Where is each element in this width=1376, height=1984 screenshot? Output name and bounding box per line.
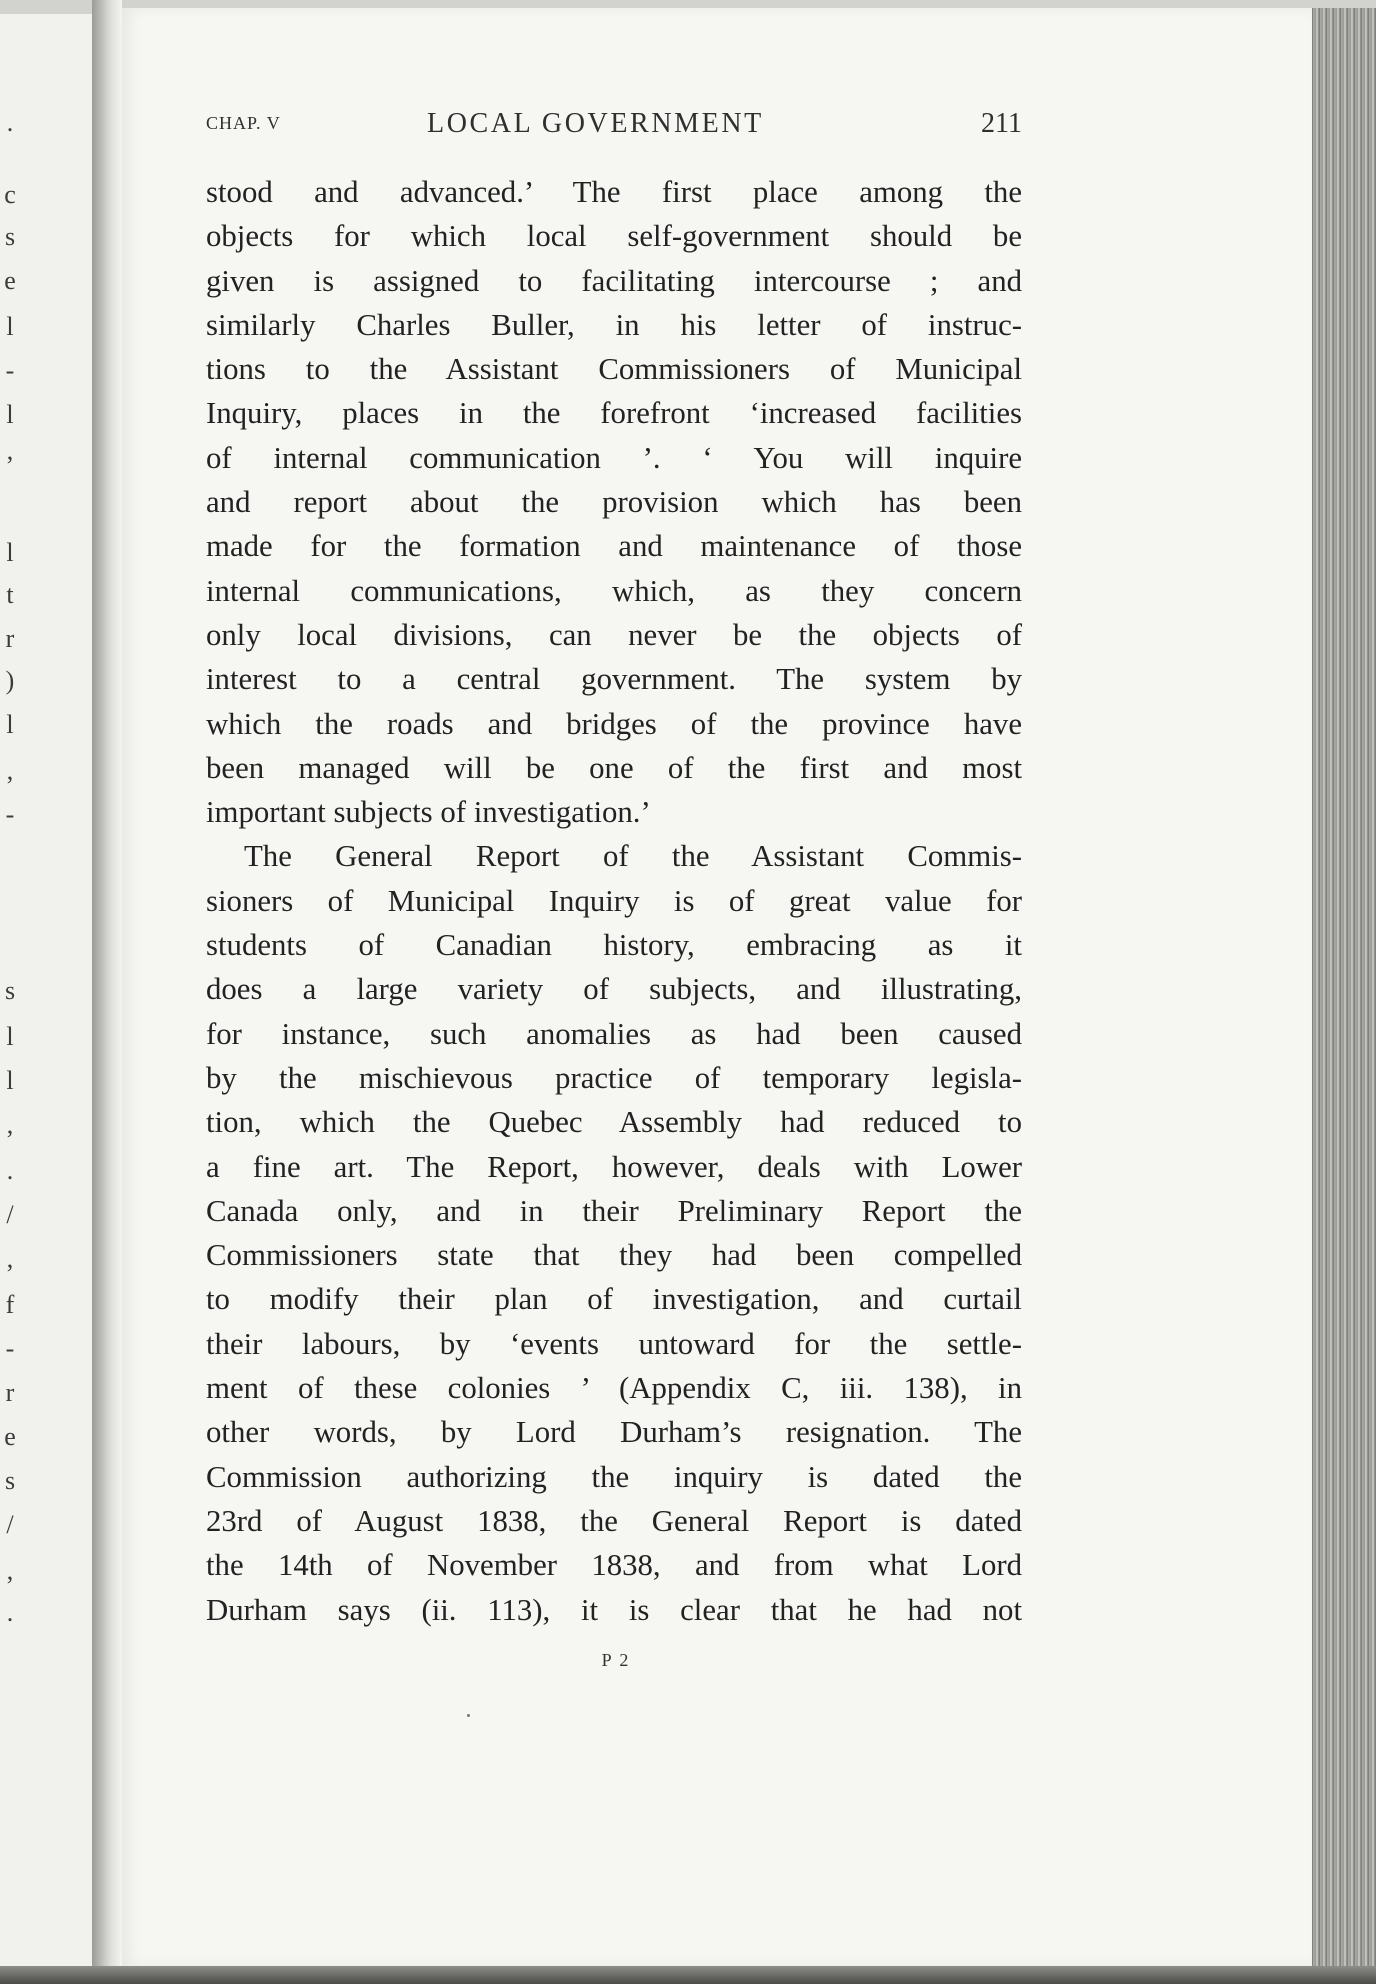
text-line: the 14th of November 1838, and from what Lord [206, 1548, 1022, 1583]
text-line: Canada only, and in their Preliminary Report the [206, 1193, 1022, 1228]
left-margin-char: e [4, 1422, 16, 1451]
book-gutter [92, 0, 122, 1966]
text-line: and report about the provision which has been [206, 485, 1022, 520]
left-margin-char: r [5, 1378, 15, 1407]
text-line: been managed will be one of the first and most [206, 750, 1022, 785]
text-line: by the mischievous practice of temporary legisla- [206, 1060, 1022, 1095]
text-line: The General Report of the Assistant Commis- [244, 839, 1022, 874]
text-line: a fine art. The Report, however, deals with Lower [206, 1149, 1022, 1184]
text-line: ment of these colonies ’ (Appendix C, iii. 138), in [206, 1371, 1022, 1406]
text-line: tion, which the Quebec Assembly had reduced to [206, 1105, 1022, 1140]
left-margin-char: , [6, 1244, 14, 1273]
left-page-fragment [0, 14, 100, 1966]
left-margin-char: r [5, 624, 15, 653]
scan-speck [467, 1714, 470, 1717]
signature-mark: P 2 [601, 1650, 631, 1670]
text-line: given is assigned to facilitating intercourse ; and [206, 263, 1022, 298]
text-line: only local divisions, can never be the objects of [206, 617, 1022, 652]
left-margin-char: / [6, 1510, 14, 1539]
text-line: which the roads and bridges of the province have [206, 706, 1022, 741]
text-line: Commission authorizing the inquiry is dated the [206, 1459, 1022, 1494]
left-margin-char: , [6, 1110, 14, 1139]
text-line: other words, by Lord Durham’s resignation. The [206, 1415, 1022, 1450]
text-line: students of Canadian history, embracing as it [206, 928, 1022, 963]
left-margin-char: s [4, 222, 16, 251]
left-margin-char: , [6, 756, 14, 785]
scan-bottom-edge [0, 1966, 1376, 1984]
left-margin-char: - [5, 356, 15, 385]
left-margin-char: , [6, 1556, 14, 1585]
left-margin-char: . [6, 1598, 14, 1627]
left-margin-char: ) [5, 666, 15, 695]
left-margin-char: l [6, 538, 14, 567]
page-block-edge [1312, 8, 1376, 1976]
text-line: important subjects of investigation.’ [206, 795, 651, 830]
left-margin-char: l [6, 312, 14, 341]
running-header [206, 108, 1022, 144]
left-margin-char: l [6, 400, 14, 429]
left-margin-char: . [6, 1156, 14, 1185]
text-line: tions to the Assistant Commissioners of Municipal [206, 352, 1022, 387]
text-line: does a large variety of subjects, and illustrating, [206, 972, 1022, 1007]
left-margin-char: f [5, 1290, 15, 1319]
left-margin-char: s [4, 976, 16, 1005]
text-line: made for the formation and maintenance of those [206, 529, 1022, 564]
left-margin-char: c [4, 180, 16, 209]
running-title: LOCAL GOVERNMENT [427, 108, 764, 139]
page-number: 211 [981, 108, 1022, 139]
text-line: Inquiry, places in the forefront ‘increased facilities [206, 396, 1022, 431]
text-line: for instance, such anomalies as had been caused [206, 1016, 1022, 1051]
text-line: objects for which local self-government should be [206, 219, 1022, 254]
text-line: Durham says (ii. 113), it is clear that he had not [206, 1592, 1022, 1627]
left-margin-char: l [6, 1022, 14, 1051]
left-margin-char: . [6, 108, 14, 137]
left-margin-char: , [6, 436, 14, 465]
text-line: to modify their plan of investigation, and curtail [206, 1282, 1022, 1317]
body-text [206, 170, 1022, 1632]
text-line: interest to a central government. The system by [206, 662, 1022, 697]
left-margin-char: - [5, 800, 15, 829]
left-margin-char: t [6, 580, 14, 609]
left-margin-char: s [4, 1466, 16, 1495]
text-line: similarly Charles Buller, in his letter of instruc- [206, 307, 1022, 342]
chapter-label: CHAP. V [206, 113, 281, 133]
left-margin-char: l [6, 1066, 14, 1095]
left-margin-char: - [5, 1334, 15, 1363]
text-line: 23rd of August 1838, the General Report is dated [206, 1503, 1022, 1538]
left-margin-char: e [4, 266, 16, 295]
text-line: sioners of Municipal Inquiry is of great value for [206, 883, 1022, 918]
left-margin-char: / [6, 1200, 14, 1229]
text-line: of internal communication ’. ‘ You will inquire [206, 440, 1022, 475]
text-line: their labours, by ‘events untoward for the settle- [206, 1326, 1022, 1361]
text-line: Commissioners state that they had been compelled [206, 1238, 1022, 1273]
text-line: stood and advanced.’ The first place among the [206, 175, 1022, 209]
text-line: internal communications, which, as they concern [206, 573, 1022, 608]
left-margin-char: l [6, 710, 14, 739]
